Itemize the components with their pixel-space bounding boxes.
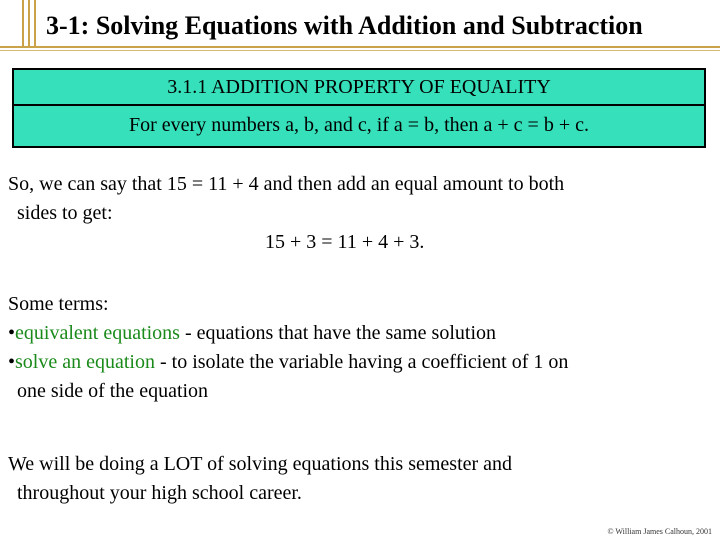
example-line: So, we can say that 15 = 11 + 4 and then add an equal amount to both <box>8 173 565 195</box>
example-equation: 15 + 3 = 11 + 4 + 3. <box>265 231 425 253</box>
property-statement: For every numbers a, b, and c, if a = b, then a + c = b + c. <box>12 106 706 148</box>
decorative-line <box>22 0 24 46</box>
closing-paragraph <box>8 450 714 508</box>
decorative-line <box>0 50 720 51</box>
copyright-footer: © William James Calhoun, 2001 <box>607 527 712 536</box>
decorative-line <box>28 0 30 46</box>
terms-section <box>8 290 714 406</box>
term-definition: - equations that have the same solution <box>179 322 497 344</box>
decorative-line <box>0 46 720 48</box>
term-name: solve an equation <box>15 351 155 373</box>
closing-line: We will be doing a LOT of solving equations this semester and <box>8 453 513 475</box>
bullet: • <box>8 351 16 373</box>
property-heading: 3.1.1 ADDITION PROPERTY OF EQUALITY <box>12 68 706 106</box>
decorative-line <box>34 0 36 46</box>
term-item <box>8 348 714 377</box>
closing-line: throughout your high school career. <box>17 482 302 504</box>
term-item <box>8 319 714 348</box>
term-definition: - to isolate the variable having a coefficient of 1 on <box>154 351 569 373</box>
terms-intro: Some terms: <box>8 293 109 315</box>
term-definition-cont: one side of the equation <box>17 380 209 402</box>
bullet: • <box>8 322 16 344</box>
example-paragraph <box>8 170 714 257</box>
term-name: equivalent equations <box>15 322 180 344</box>
slide-title: 3-1: Solving Equations with Addition and Subtraction <box>46 11 643 40</box>
example-line: sides to get: <box>17 202 113 224</box>
